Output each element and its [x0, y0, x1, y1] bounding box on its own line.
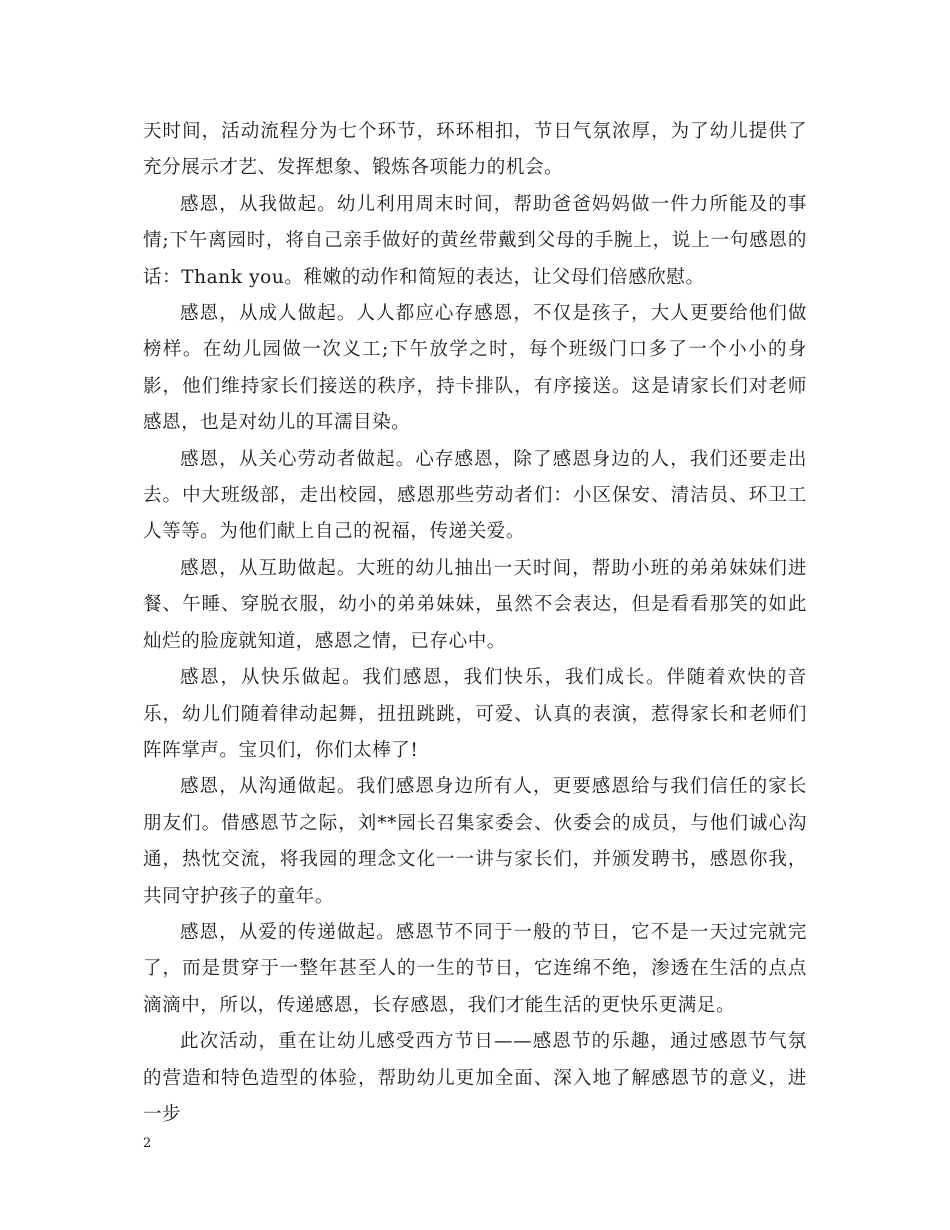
page-number: 2: [143, 1136, 152, 1151]
paragraph-happiness: 感恩，从快乐做起。我们感恩，我们快乐，我们成长。伴随着欢快的音乐，幼儿们随着律动起舞，扭扭跳跳，可爱、认真的表演，惹得家长和老师们阵阵掌声。宝贝们，你们太棒了!: [143, 667, 807, 761]
paragraph-activity-summary: 此次活动，重在让幼儿感受西方节日——感恩节的乐趣，通过感恩节气氛的营造和特色造型的体验，帮助幼儿更加全面、深入地了解感恩节的意义，进一步: [143, 1031, 807, 1125]
paragraph-continuation: 天时间，活动流程分为七个环节，环环相扣，节日气氛浓厚，为了幼儿提供了充分展示才艺、发挥想象、锻炼各项能力的机会。: [143, 121, 807, 179]
paragraph-passing-love: 感恩，从爱的传递做起。感恩节不同于一般的节日，它不是一天过完就完了，而是贯穿于一整年甚至人的一生的节日，它连绵不绝，渗透在生活的点点滴滴中，所以，传递感恩，长存感恩，我们才能生活的更快乐更满足。: [143, 921, 807, 1016]
paragraph-communication: 感恩，从沟通做起。我们感恩身边所有人，更要感恩给与我们信任的家长朋友们。借感恩节之际，刘**园长召集家委会、伙委会的成员，与他们诚心沟通，热忱交流，将我园的理念文化一一讲与家长们，并颁发聘书，感恩你我，共同守护孩子的童年。: [143, 776, 807, 907]
paragraph-care-for-workers: 感恩，从关心劳动者做起。心存感恩，除了感恩身边的人，我们还要走出去。中大班级部，走出校园，感恩那些劳动者们：小区保安、清洁员、环卫工人等等。为他们献上自己的祝福，传递关爱。: [143, 448, 807, 543]
paragraph-start-with-self: 感恩，从我做起。幼儿利用周末时间，帮助爸爸妈妈做一件力所能及的事情;下午离园时，将自己亲手做好的黄丝带戴到父母的手腕上，说上一句感恩的话：Thank you。稚嫩的动作和简短的表达，让父母们倍感欣慰。: [143, 193, 807, 288]
paragraph-mutual-help: 感恩，从互助做起。大班的幼儿抽出一天时间，帮助小班的弟弟妹妹们进餐、午睡、穿脱衣服，幼小的弟弟妹妹，虽然不会表达，但是看看那笑的如此灿烂的脸庞就知道，感恩之情，已存心中。: [143, 557, 807, 652]
document-body: [143, 114, 807, 1133]
paragraph-start-with-adults: 感恩，从成人做起。人人都应心存感恩，不仅是孩子，大人更要给他们做榜样。在幼儿园做一次义工;下午放学之时，每个班级门口多了一个小小的身影，他们维持家长们接送的秩序，持卡排队，有序接送。这是请家长们对老师感恩，也是对幼儿的耳濡目染。: [143, 303, 807, 434]
